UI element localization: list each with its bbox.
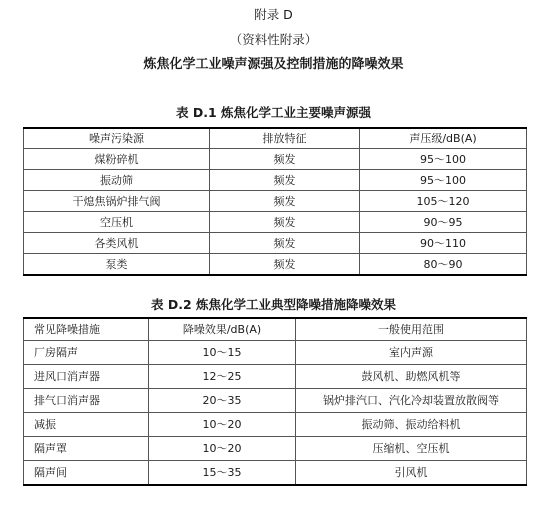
cell-measure: 隔声间 [24, 461, 149, 486]
cell-measure: 进风口消声器 [24, 365, 149, 389]
cell-scope: 室内声源 [296, 341, 527, 365]
table2-caption: 表 D.2 炼焦化学工业典型降噪措施降噪效果 [150, 297, 397, 312]
noise-control-table [23, 317, 527, 486]
cell-scope: 引风机 [296, 461, 527, 486]
cell-source: 干熄焦锅炉排气阀 [24, 191, 210, 212]
cell-level: 105～120 [360, 191, 527, 212]
header-measure: 常见降噪措施 [24, 318, 149, 341]
table-row [24, 212, 527, 233]
cell-measure: 隔声罩 [24, 437, 149, 461]
cell-source: 煤粉碎机 [24, 149, 210, 170]
table-row [24, 365, 527, 389]
table-row [24, 461, 527, 486]
table-row [24, 170, 527, 191]
cell-level: 95～100 [360, 170, 527, 191]
table-row [24, 437, 527, 461]
table1-caption: 表 D.1 炼焦化学工业主要噪声源强 [175, 105, 372, 120]
cell-scope: 鼓风机、助燃风机等 [296, 365, 527, 389]
cell-feature: 频发 [210, 170, 360, 191]
table-row [24, 389, 527, 413]
cell-reduction: 10～20 [149, 437, 296, 461]
cell-scope: 振动筛、振动给料机 [296, 413, 527, 437]
cell-level: 90～95 [360, 212, 527, 233]
table-row [24, 341, 527, 365]
noise-source-table [23, 127, 527, 276]
cell-feature: 频发 [210, 212, 360, 233]
cell-reduction: 10～20 [149, 413, 296, 437]
appendix-heading: 炼焦化学工业噪声源强及控制措施的降噪效果 [143, 57, 404, 72]
table-header-row [24, 318, 527, 341]
table-row [24, 233, 527, 254]
header-reduction: 降噪效果/dB(A) [149, 318, 296, 341]
header-scope: 一般使用范围 [296, 318, 527, 341]
cell-measure: 厂房隔声 [24, 341, 149, 365]
cell-level: 90～110 [360, 233, 527, 254]
header-sound-level: 声压级/dB(A) [360, 128, 527, 149]
cell-feature: 频发 [210, 233, 360, 254]
cell-source: 各类风机 [24, 233, 210, 254]
cell-source: 振动筛 [24, 170, 210, 191]
cell-source: 空压机 [24, 212, 210, 233]
cell-measure: 减振 [24, 413, 149, 437]
header-noise-source: 噪声污染源 [24, 128, 210, 149]
appendix-subtitle: （资料性附录） [229, 32, 318, 47]
cell-scope: 锅炉排汽口、汽化冷却装置放散阀等 [296, 389, 527, 413]
table-row [24, 191, 527, 212]
cell-reduction: 10～15 [149, 341, 296, 365]
cell-reduction: 12～25 [149, 365, 296, 389]
cell-measure: 排气口消声器 [24, 389, 149, 413]
cell-level: 95～100 [360, 149, 527, 170]
cell-scope: 压缩机、空压机 [296, 437, 527, 461]
cell-feature: 频发 [210, 149, 360, 170]
cell-feature: 频发 [210, 254, 360, 276]
cell-reduction: 15～35 [149, 461, 296, 486]
cell-feature: 频发 [210, 191, 360, 212]
cell-source: 泵类 [24, 254, 210, 276]
table-row [24, 149, 527, 170]
cell-reduction: 20～35 [149, 389, 296, 413]
table-row [24, 413, 527, 437]
header-emission-feature: 排放特征 [210, 128, 360, 149]
appendix-title: 附录 D [254, 7, 293, 22]
cell-level: 80～90 [360, 254, 527, 276]
table-row [24, 254, 527, 276]
table-header-row [24, 128, 527, 149]
